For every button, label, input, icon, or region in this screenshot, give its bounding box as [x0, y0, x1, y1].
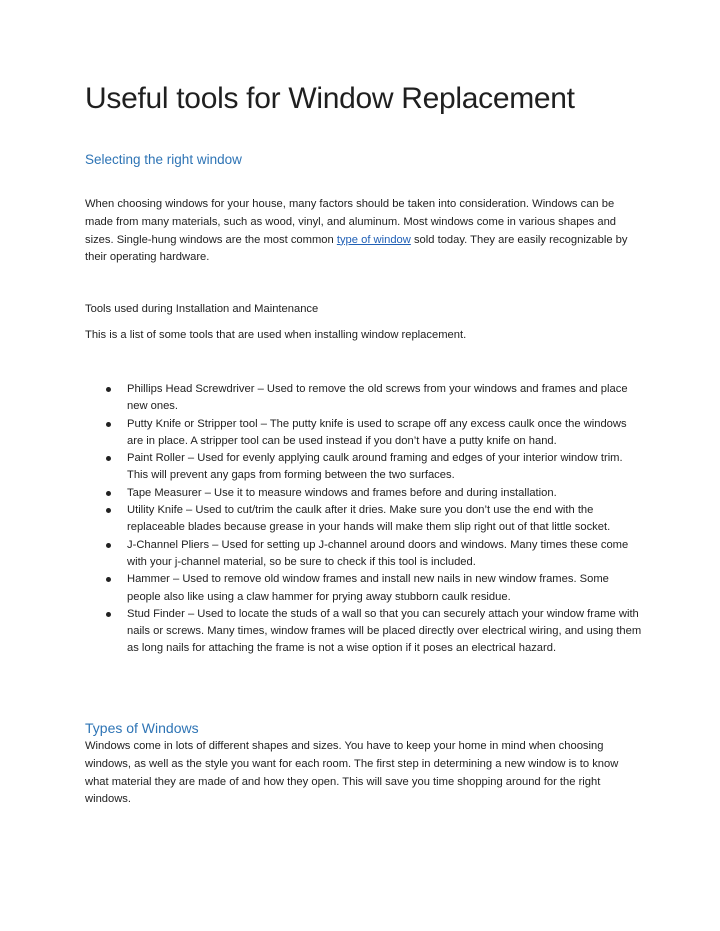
list-item — [85, 450, 645, 485]
bullet-icon — [106, 491, 111, 496]
list-item-text: Hammer – Used to remove old window frames and install new nails in new window frames. Some people also like using a claw hammer for prying away stubborn caulk residue. — [127, 573, 609, 603]
list-item-text: Paint Roller – Used for evenly applying caulk around framing and edges of your interior window trim. This will prevent any gaps from forming between the two surfaces. — [127, 452, 623, 482]
bullet-icon — [106, 543, 111, 548]
bullet-icon — [106, 422, 111, 427]
bullet-icon — [106, 612, 111, 617]
intro-text-before-link: When choosing windows for your house, many factors should be taken into consideration. Windows can be made from many materials, such as wood, vinyl, and aluminum. Most windows come in various shapes and sizes. Single-hung windows are the most common — [85, 198, 617, 246]
section-heading-types-of-windows: Types of Windows — [85, 720, 199, 736]
bullet-icon — [106, 577, 111, 582]
list-item-text: Phillips Head Screwdriver – Used to remove the old screws from your windows and frames and place new ones. — [127, 383, 628, 413]
list-item — [85, 485, 645, 502]
tools-heading: Tools used during Installation and Maintenance — [85, 303, 319, 315]
intro-text-after-link: sold today. They are easily recognizable by their operating hardware. — [85, 233, 628, 264]
list-item-text: J-Channel Pliers – Used for setting up J-channel around doors and windows. Many times these come with your j-channel material, so be sure to check if this tool is included. — [127, 538, 629, 568]
section-heading-selecting-window: Selecting the right window — [85, 152, 242, 167]
list-item-text: Putty Knife or Stripper tool – The putty knife is used to scrape off any excess caulk once the windows are in place. A stripper tool can be used instead if you don’t have a putty knife on hand. — [127, 417, 627, 447]
bullet-icon — [106, 456, 111, 461]
list-item — [85, 381, 645, 416]
page-title: Useful tools for Window Replacement — [85, 82, 575, 115]
list-item — [85, 502, 645, 537]
list-item — [85, 606, 645, 658]
list-item-text: Utility Knife – Used to cut/trim the caulk after it dries. Make sure you don’t use the end with the replaceable blades because grease in your hands will make them slip right out of that little socket. — [127, 504, 611, 534]
type-of-window-link[interactable]: type of window — [336, 233, 411, 246]
list-item — [85, 416, 645, 451]
list-item — [85, 571, 645, 606]
bullet-icon — [106, 387, 111, 392]
bullet-icon — [106, 508, 111, 513]
list-item-text: Tape Measurer – Use it to measure windows and frames before and during installation. — [127, 486, 557, 499]
tools-intro: This is a list of some tools that are used when installing window replacement. — [85, 329, 467, 341]
types-of-windows-paragraph: Windows come in lots of different shapes and sizes. You have to keep your home in mind when choosing windows, as well as the style you want for each room. The first step in determining a new window is to know what material they are made of and how they open. This will save you time shopping around for the right windows. — [85, 740, 619, 806]
list-item-text: Stud Finder – Used to locate the studs of a wall so that you can securely attach your window frame with nails or screws. Many times, window frames will be placed directly over electrical wiring, and using them as long nails for attaching the frame is not a wise option if it poses an electrical hazard. — [127, 607, 642, 655]
list-item — [85, 537, 645, 572]
intro-paragraph — [85, 196, 645, 267]
tools-list — [85, 381, 645, 658]
